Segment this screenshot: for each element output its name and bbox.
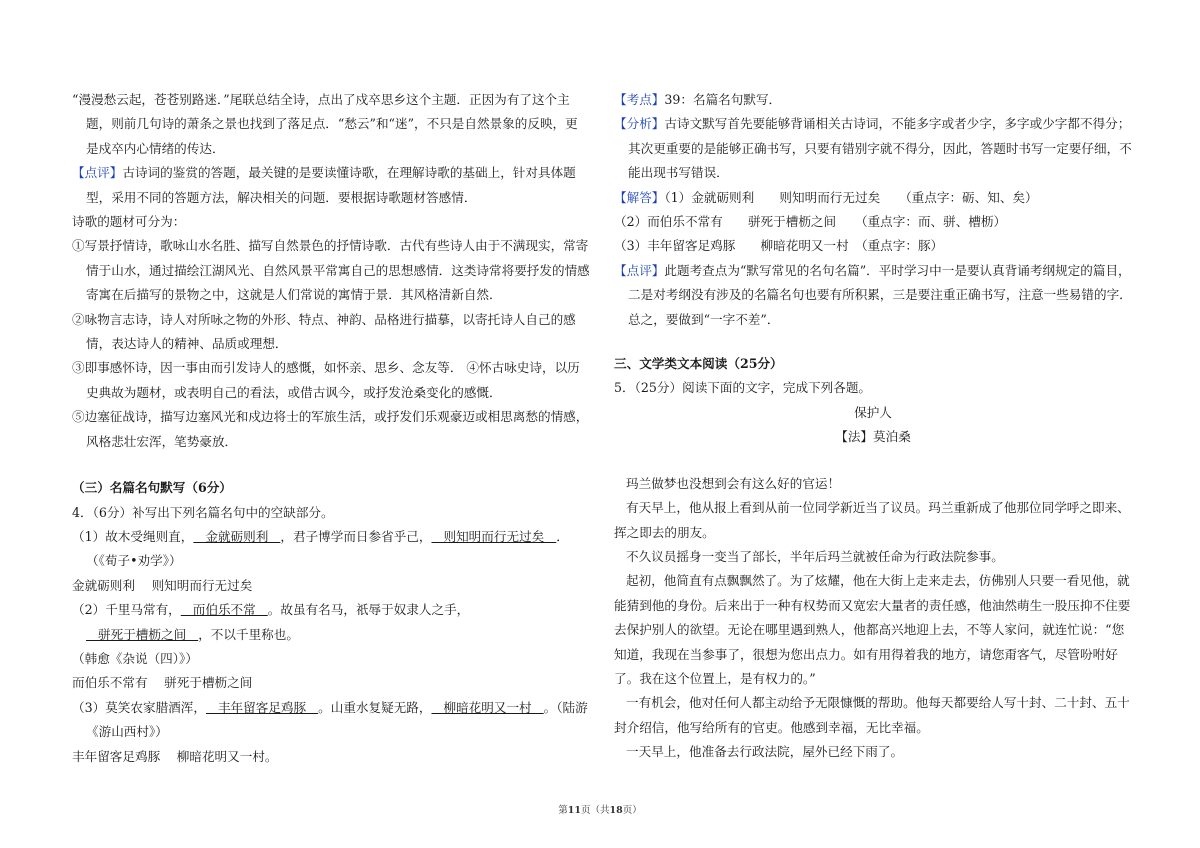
answer-line-3: 丰年留客足鸡豚 柳暗花明又一村。 bbox=[72, 748, 278, 764]
comment-paragraph bbox=[72, 161, 590, 210]
genre-intro: 诗歌的题材可分为： bbox=[72, 214, 186, 230]
answer-blank: 而伯乐不常 bbox=[180, 602, 268, 618]
blank-item-2: （2）千里马常有， 而伯乐不常 。故虽有名马，祇辱于奴隶人之手， 骈死于槽枥之间 ，不以千里称也。 bbox=[72, 602, 470, 642]
story-paragraph: 有天早上，他从报上看到从前一位同学新近当了议员。玛兰重新成了他那位同学呼之即来、挥之即去的朋友。 bbox=[614, 500, 1130, 540]
answer-line-1: 金就砺则利 则知明而行无过矣 bbox=[72, 577, 253, 593]
keypoint-tag: 【考点】 bbox=[614, 92, 665, 107]
page-total: 18 bbox=[609, 805, 623, 816]
blank-item-3: （3）莫笑农家腊酒浑， 丰年留客足鸡豚 。山重水复疑无路， 柳暗花明又一村 。（陆游《游山西村》） bbox=[72, 699, 588, 740]
solution-paragraph: 【解答】（1）金就砺则利 则知明而行无过矣 （重点字：砺、知、矣） bbox=[614, 189, 1038, 205]
story-paragraph: 一有机会，他对任何人都主动给予无限慷慨的帮助。他每天都要给人写十封、二十封、五十封介绍信，他写给所有的官吏。他感到幸福，无比幸福。 bbox=[614, 695, 1130, 735]
solution-line-2: （2）而伯乐不常有 骈死于槽枥之间 （重点字：而、骈、槽枥） bbox=[614, 214, 1007, 230]
story-paragraph: 起初，他简直有点飘飘然了。为了炫耀，他在大街上走来走去，仿佛别人只要一看见他，就能猜到他的身份。后来出于一种有权势而又宽宏大量者的责任感，他油然萌生一股压抑不住要去保护别人的欲望。无论在哪里遇到熟人，他都高兴地迎上去，不等人家问，就连忙说：“您知道，我现在当参事了，很想为您出点力。如有用得着我的地方，请您甭客气，尽管吩咐好了。我在这个位置上，是有权力的。” bbox=[614, 573, 1131, 686]
genre-item-5: ⑤边塞征战诗，描写边塞风光和戍边将士的军旅生活，或抒发们乐观豪迈或相思离愁的情感，风格悲壮宏浑，笔势豪放． bbox=[72, 409, 589, 449]
right-column bbox=[614, 88, 1132, 765]
genre-item-2: ②咏物言志诗，诗人对所咏之物的外形、特点、神韵、品格进行描摹，以寄托诗人自己的感情，表达诗人的精神、品质或理想． bbox=[72, 311, 576, 352]
source-line-2: （韩愈《杂说（四）》） bbox=[72, 650, 198, 666]
answer-blank: 丰年留客足鸡豚 bbox=[205, 699, 319, 715]
analysis-tag-paragraph: 【分析】古诗文默写首先要能够背诵相关古诗词，不能多字或者少字，多字或少字都不得分；其次更重要的是能够正确书写，只要有错别字就不得分，因此，答题时书写一定要仔细，不能出现书写错误． bbox=[614, 116, 1132, 181]
section-heading-literature: 三、文学类文本阅读（25分） bbox=[614, 356, 783, 372]
review-tag: 【点评】 bbox=[614, 262, 665, 278]
solution-line-3: （3）丰年留客足鸡豚 柳暗花明又一村 （重点字：豚） bbox=[614, 238, 944, 254]
genre-item-3: ③即事感怀诗，因一事由而引发诗人的感慨，如怀亲、思乡、念友等． ④怀古咏史诗，以历史典故为题材，或表明自己的看法，或借古讽今，或抒发沧桑变化的感慨． bbox=[72, 360, 580, 400]
question-4: 4．（6分）补写出下列名篇名句中的空缺部分。 bbox=[72, 504, 334, 520]
answer-blank: 骈死于槽枥之间 bbox=[86, 626, 199, 642]
solution-tag: 【解答】 bbox=[614, 189, 665, 205]
story-author: 【法】莫泊桑 bbox=[835, 429, 911, 445]
answer-blank: 柳暗花明又一村 bbox=[431, 699, 544, 715]
answer-blank: 金就砺则利 bbox=[193, 528, 281, 544]
section-heading-3: （三）名篇名句默写（6分） bbox=[72, 480, 232, 496]
story-paragraph: 玛兰做梦也没想到会有这么好的官运！ bbox=[626, 475, 841, 491]
story-paragraph: 一天早上，他准备去行政法院，屋外已经下雨了。 bbox=[626, 744, 904, 760]
keypoint-paragraph: 【考点】39：名篇名句默写． bbox=[614, 92, 782, 107]
answer-line-2: 而伯乐不常有 骈死于槽枥之间 bbox=[72, 675, 253, 691]
story-paragraph: 不久议员摇身一变当了部长，半年后玛兰就被任命为行政法院参事。 bbox=[626, 548, 1004, 564]
analysis-paragraph: “漫漫愁云起，苍苍别路迷．”尾联总结全诗，点出了戍卒思乡这个主题．正因为有了这个主题，则前几句诗的萧条之景也找到了落足点．“愁云”和“迷”，不只是自然景象的反映，更是戍卒内心情绪的传达． bbox=[72, 92, 578, 156]
page-footer: 第11页（共18页） bbox=[558, 805, 642, 816]
comment-text: 古诗词的鉴赏的答题，最关键的是要读懂诗歌，在理解诗歌的基础上，针对具体题型，采用不同的答题方法，解决相关的问题．要根据诗歌题材答感情． bbox=[86, 165, 576, 205]
left-column bbox=[72, 88, 590, 769]
blank-item-1: （1）故木受绳则直， 金就砺则利 ，君子博学而日参省乎己， 则知明而行无过矣 ．（《荀子•劝学》） bbox=[72, 528, 569, 569]
comment-tag: 【点评】 bbox=[72, 165, 123, 181]
page-number: 11 bbox=[567, 805, 581, 816]
question-5: 5．（25分）阅读下面的文字，完成下列各题。 bbox=[614, 380, 872, 396]
answer-blank: 则知明而行无过矣 bbox=[431, 528, 557, 544]
genre-item-1: ①写景抒情诗，歌咏山水名胜、描写自然景色的抒情诗歌．古代有些诗人由于不满现实，常寄情于山水，通过描绘江湖风光、自然风景平常寓自己的思想感情．这类诗常将要抒发的情感寄寓在后描写的景物之中，这就是人们常说的寓情于景．其风格清新自然． bbox=[72, 238, 590, 303]
review-paragraph: 【点评】此题考查点为“默写常见的名句名篇”．平时学习中一是要认真背诵考纲规定的篇目，二是对考纲没有涉及的名篇名句也要有所积累，三是要注重正确书写，注意一些易错的字．总之，要做到“一字不差”． bbox=[614, 262, 1132, 327]
story-title: 保护人 bbox=[854, 404, 892, 420]
analysis-tag: 【分析】 bbox=[614, 116, 665, 132]
